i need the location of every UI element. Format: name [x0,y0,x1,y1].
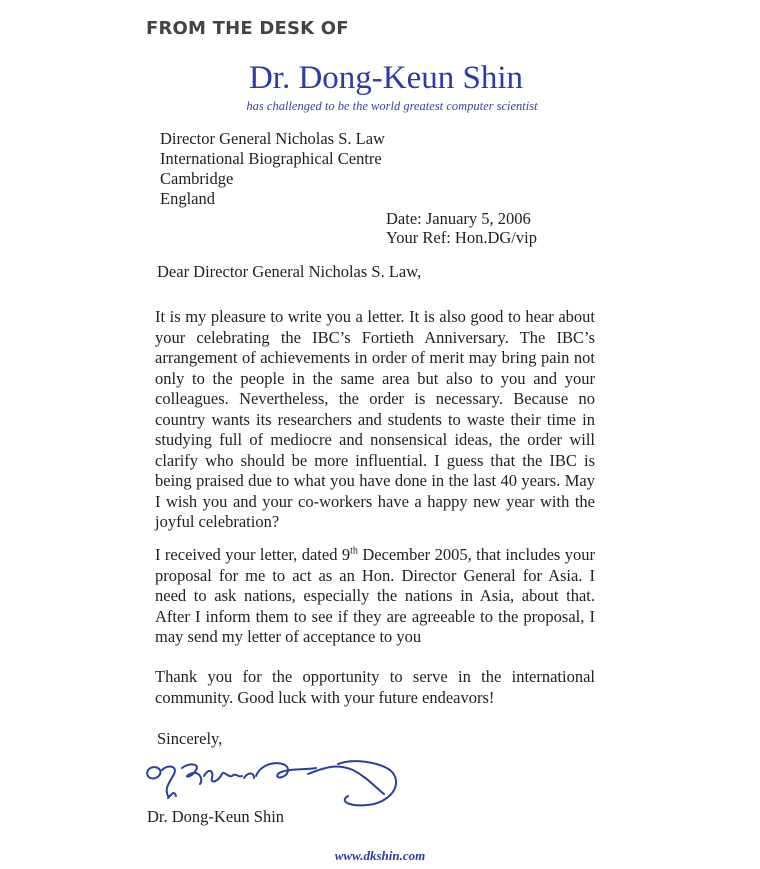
handwritten-signature [138,748,428,815]
ordinal-suffix: th [350,545,358,557]
signature-drawing [138,748,428,810]
recipient-line: International Biographical Centre [160,149,382,168]
letterhead-tagline: has challenged to be the world greatest computer scientist [246,99,538,113]
footer-website: www.dkshin.com [334,848,426,863]
date-block [386,209,537,247]
letter-ref: Your Ref: Hon.DG/vip [386,228,537,247]
paragraph-2-start: I received your letter, dated 9 [155,545,351,564]
body-paragraph-1: It is my pleasure to write you a letter. It is also good to hear about your celebrating the IBC’s Fortieth Anniversary. The IBC’s arrangement of achievements in order of merit may bring pain not only to the people in the same area but also to you and your colleagues. Nevertheless, the order is necessary. Because no country wants its researchers and students to waste their time in studying full of mediocre and nonsensical ideas, the order will clarify who should be more influential. I guess that the IBC is being praised due to what you have done in the last 40 years. May I wish you and your co-workers have a happy new year with the joyful celebration? [155,307,595,531]
closing: Sincerely, [157,729,223,748]
letterhead-desk-line: FROM THE DESK OF [146,18,349,39]
signer-name: Dr. Dong-Keun Shin [147,807,285,826]
recipient-address [160,129,385,209]
salutation: Dear Director General Nicholas S. Law, [157,262,422,281]
body-paragraph-2 [155,545,595,648]
letter-date: Date: January 5, 2006 [386,209,531,228]
letterhead-name: Dr. Dong-Keun Shin [248,60,524,96]
recipient-line: Director General Nicholas S. Law [160,129,385,148]
recipient-line: England [160,189,215,208]
paragraph-2-rest: December 2005, that includes your proposal for me to act as an Hon. Director General for Asia. I need to ask nations, especially the nations in Asia, about that. After I inform them to see if they are agreeable to the proposal, I may send my letter of acceptance to you [155,545,595,646]
recipient-line: Cambridge [160,169,234,188]
body-paragraph-3: Thank you for the opportunity to serve in the international community. Good luck with your future endeavors! [155,667,595,707]
